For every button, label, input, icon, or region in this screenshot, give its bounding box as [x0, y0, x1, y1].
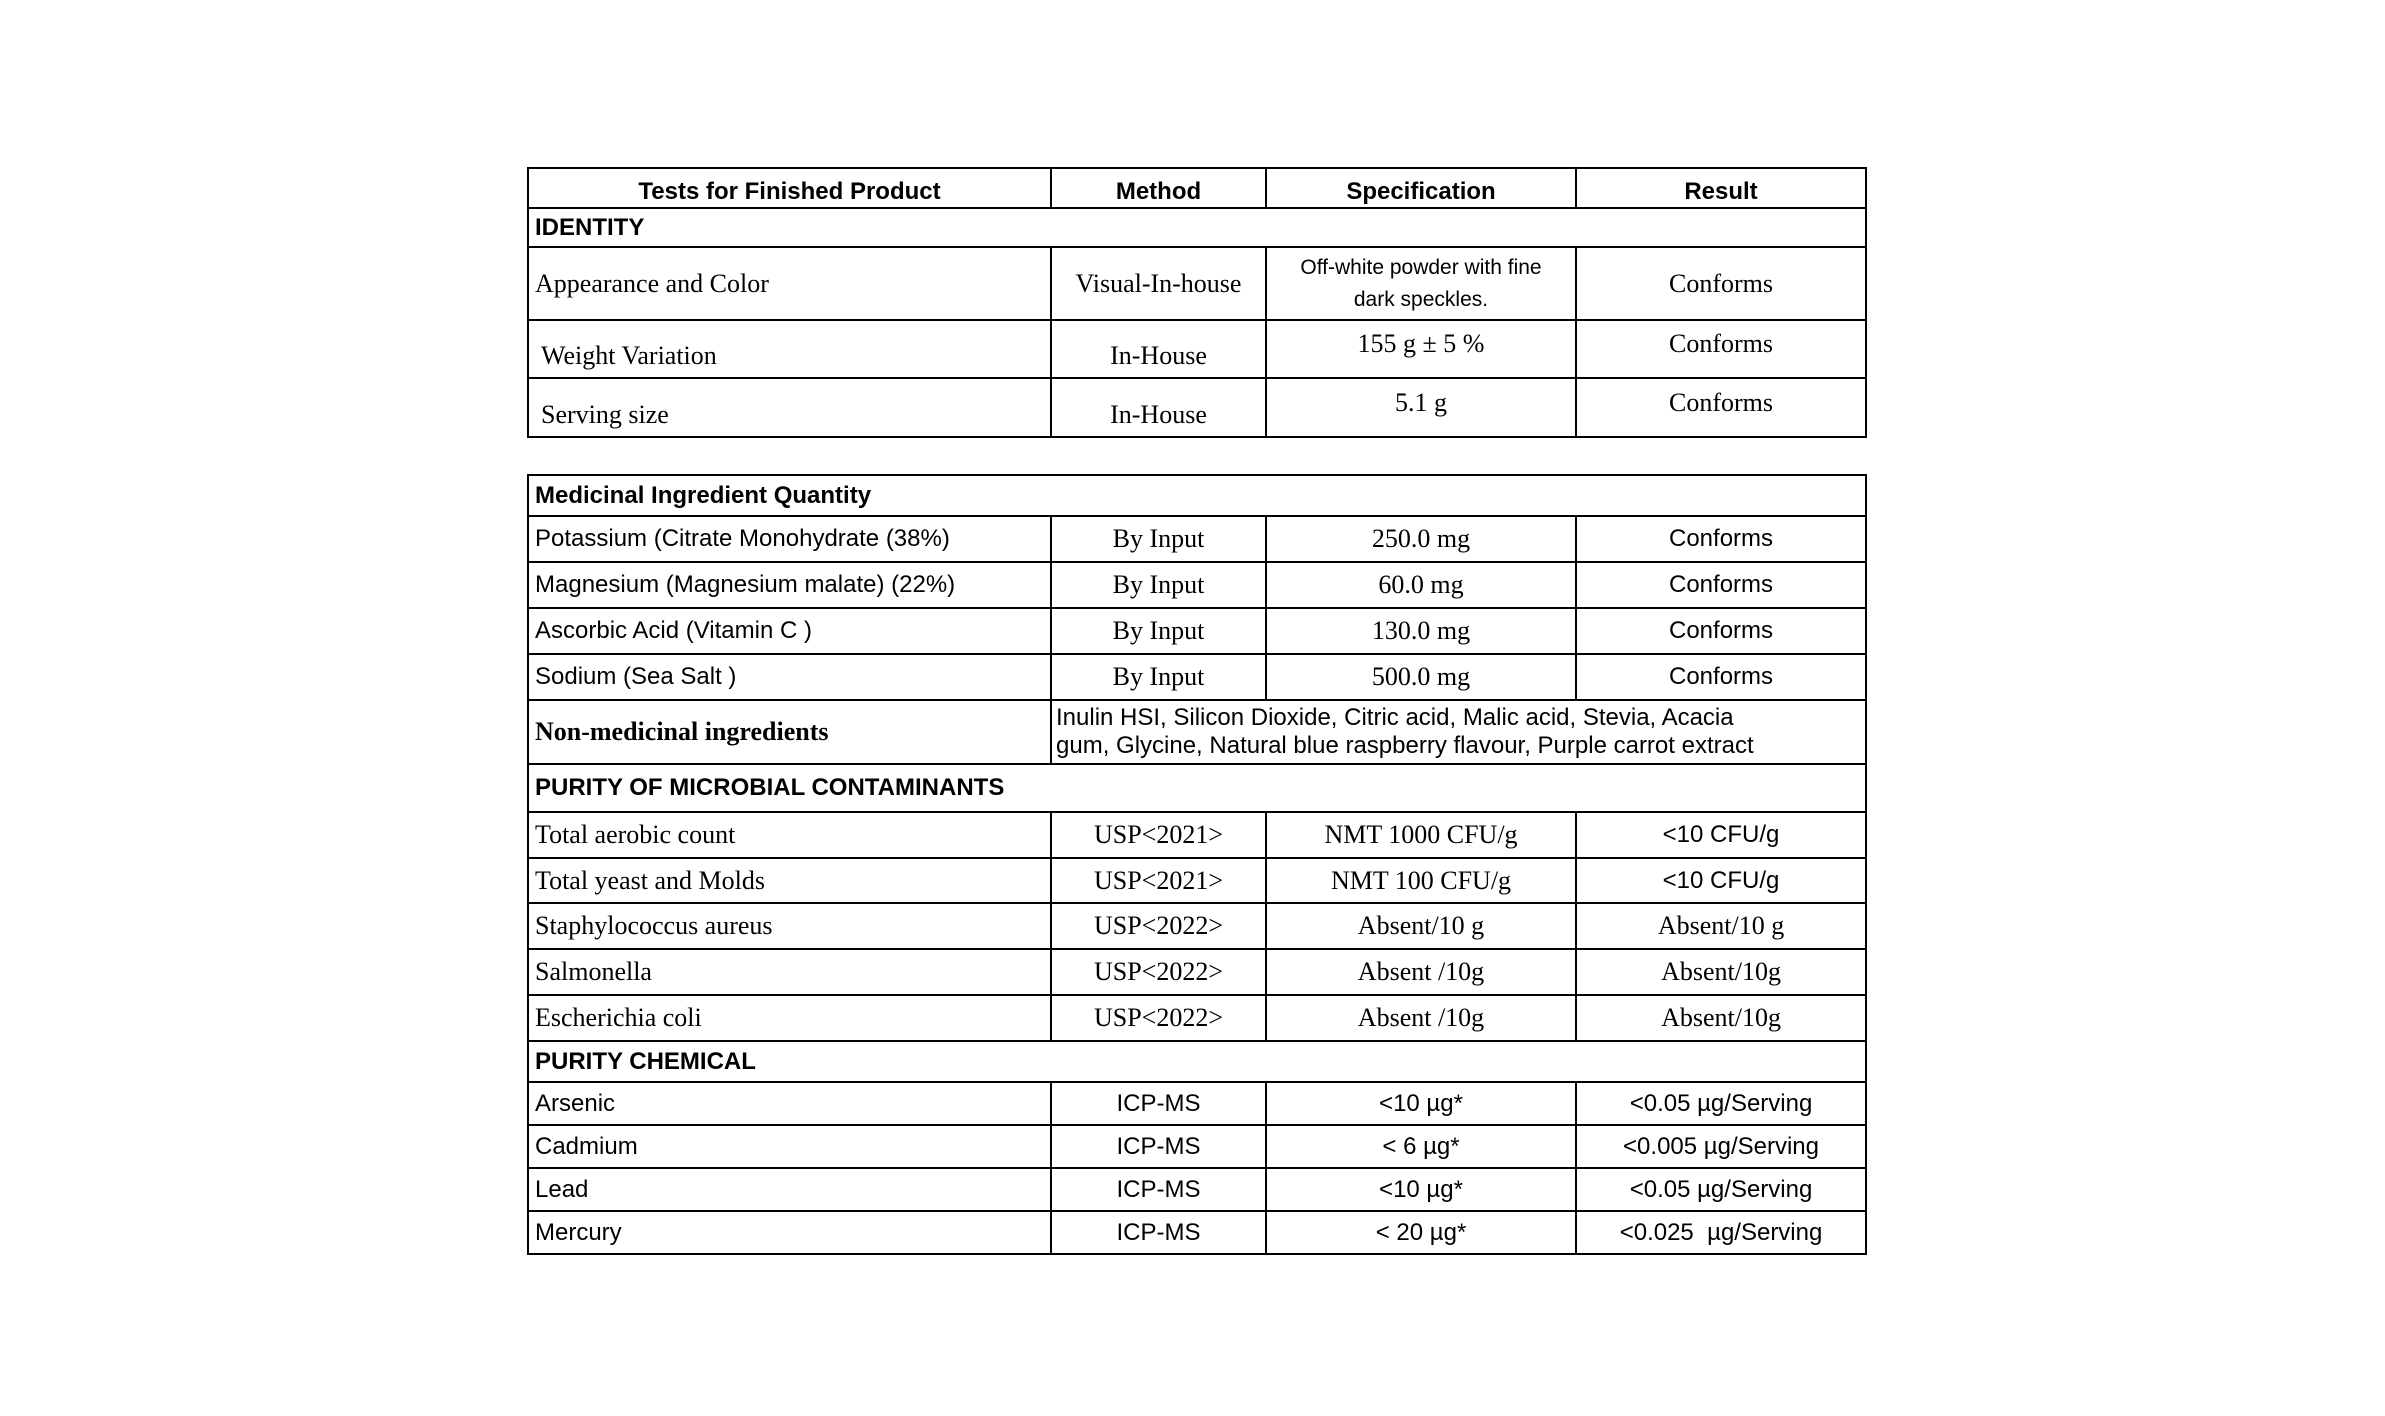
specification: 130.0 mg: [1266, 608, 1576, 654]
header-result: Result: [1576, 168, 1866, 208]
result: Absent/10g: [1576, 949, 1866, 995]
result: Conforms: [1576, 654, 1866, 700]
header-specification: Specification: [1266, 168, 1576, 208]
spec-line: dark speckles.: [1353, 287, 1489, 311]
non-medicinal-line: gum, Glycine, Natural blue raspberry flavour, Purple carrot extract: [1056, 732, 1754, 759]
method: USP<2022>: [1051, 995, 1266, 1041]
test-name: Serving size: [528, 378, 1051, 437]
table-row: [528, 516, 1866, 562]
test-name: Salmonella: [528, 949, 1051, 995]
non-medicinal-line: Inulin HSI, Silicon Dioxide, Citric acid, Malic acid, Stevia, Acacia: [1056, 704, 1734, 732]
table-row: [528, 608, 1866, 654]
method: By Input: [1051, 608, 1266, 654]
identity-table: [527, 167, 1867, 438]
test-name: Magnesium (Magnesium malate) (22%): [528, 562, 1051, 608]
composition-table: [527, 474, 1867, 1255]
specification: Absent/10 g: [1266, 903, 1576, 949]
method: By Input: [1051, 516, 1266, 562]
table-row: [528, 320, 1866, 378]
non-medicinal-list: [1051, 700, 1866, 764]
specification: NMT 100 CFU/g: [1266, 858, 1576, 903]
test-name: Weight Variation: [528, 320, 1051, 378]
method: ICP-MS: [1051, 1082, 1266, 1125]
specification: <10 µg*: [1266, 1082, 1576, 1125]
result: Absent/10g: [1576, 995, 1866, 1041]
result: Conforms: [1576, 320, 1866, 378]
result: <10 CFU/g: [1576, 812, 1866, 858]
table-row: [528, 378, 1866, 437]
method: USP<2021>: [1051, 858, 1266, 903]
test-name: Potassium (Citrate Monohydrate (38%): [528, 516, 1051, 562]
header-test: Tests for Finished Product: [528, 168, 1051, 208]
table-row: [528, 949, 1866, 995]
method: ICP-MS: [1051, 1168, 1266, 1211]
test-name: Appearance and Color: [528, 247, 1051, 320]
section-row: [528, 208, 1866, 247]
result: <0.025 µg/Serving: [1576, 1211, 1866, 1254]
header-row: [528, 168, 1866, 208]
header-method: Method: [1051, 168, 1266, 208]
specification: Absent /10g: [1266, 995, 1576, 1041]
table-row: [528, 1082, 1866, 1125]
specification: 250.0 mg: [1266, 516, 1576, 562]
method: In-House: [1051, 378, 1266, 437]
result: <0.005 µg/Serving: [1576, 1125, 1866, 1168]
method: In-House: [1051, 320, 1266, 378]
result: Conforms: [1576, 516, 1866, 562]
test-name: Lead: [528, 1168, 1051, 1211]
specification: 60.0 mg: [1266, 562, 1576, 608]
method: USP<2021>: [1051, 812, 1266, 858]
table-row-non-medicinal: [528, 700, 1866, 764]
non-medicinal-label: Non-medicinal ingredients: [528, 700, 1051, 764]
specification: < 6 µg*: [1266, 1125, 1576, 1168]
table-row: [528, 812, 1866, 858]
table-row: [528, 858, 1866, 903]
table-row: [528, 654, 1866, 700]
section-title-identity: IDENTITY: [528, 208, 1866, 247]
section-row: [528, 764, 1866, 812]
table-row: [528, 1125, 1866, 1168]
specification: 155 g ± 5 %: [1266, 320, 1576, 378]
result: <0.05 µg/Serving: [1576, 1168, 1866, 1211]
section-title-medicinal: Medicinal Ingredient Quantity: [528, 475, 1866, 516]
result: Absent/10 g: [1576, 903, 1866, 949]
table-row: [528, 903, 1866, 949]
specification: NMT 1000 CFU/g: [1266, 812, 1576, 858]
test-name: Ascorbic Acid (Vitamin C ): [528, 608, 1051, 654]
test-name: Total yeast and Molds: [528, 858, 1051, 903]
table-row: [528, 1211, 1866, 1254]
method: ICP-MS: [1051, 1125, 1266, 1168]
section-title-chemical: PURITY CHEMICAL: [528, 1041, 1866, 1082]
test-name: Staphylococcus aureus: [528, 903, 1051, 949]
test-name: Arsenic: [528, 1082, 1051, 1125]
method: By Input: [1051, 654, 1266, 700]
result: <10 CFU/g: [1576, 858, 1866, 903]
spec-line: Off-white powder with fine: [1300, 256, 1542, 279]
method: By Input: [1051, 562, 1266, 608]
method: USP<2022>: [1051, 949, 1266, 995]
specification: < 20 µg*: [1266, 1211, 1576, 1254]
section-row: [528, 475, 1866, 516]
table-row: [528, 1168, 1866, 1211]
specification: 5.1 g: [1266, 378, 1576, 437]
test-name: Cadmium: [528, 1125, 1051, 1168]
result: Conforms: [1576, 378, 1866, 437]
method: USP<2022>: [1051, 903, 1266, 949]
method: Visual-In-house: [1051, 247, 1266, 320]
test-name: Mercury: [528, 1211, 1051, 1254]
test-name: Total aerobic count: [528, 812, 1051, 858]
table-row: [528, 247, 1866, 320]
method: ICP-MS: [1051, 1211, 1266, 1254]
specification: 500.0 mg: [1266, 654, 1576, 700]
result: <0.05 µg/Serving: [1576, 1082, 1866, 1125]
section-row: [528, 1041, 1866, 1082]
result: Conforms: [1576, 608, 1866, 654]
test-name: Sodium (Sea Salt ): [528, 654, 1051, 700]
result: Conforms: [1576, 562, 1866, 608]
specification: Absent /10g: [1266, 949, 1576, 995]
section-title-microbial: PURITY OF MICROBIAL CONTAMINANTS: [528, 764, 1866, 812]
specification: <10 µg*: [1266, 1168, 1576, 1211]
table-row: [528, 995, 1866, 1041]
table-row: [528, 562, 1866, 608]
test-name: Escherichia coli: [528, 995, 1051, 1041]
specification: [1266, 247, 1576, 320]
result: Conforms: [1576, 247, 1866, 320]
